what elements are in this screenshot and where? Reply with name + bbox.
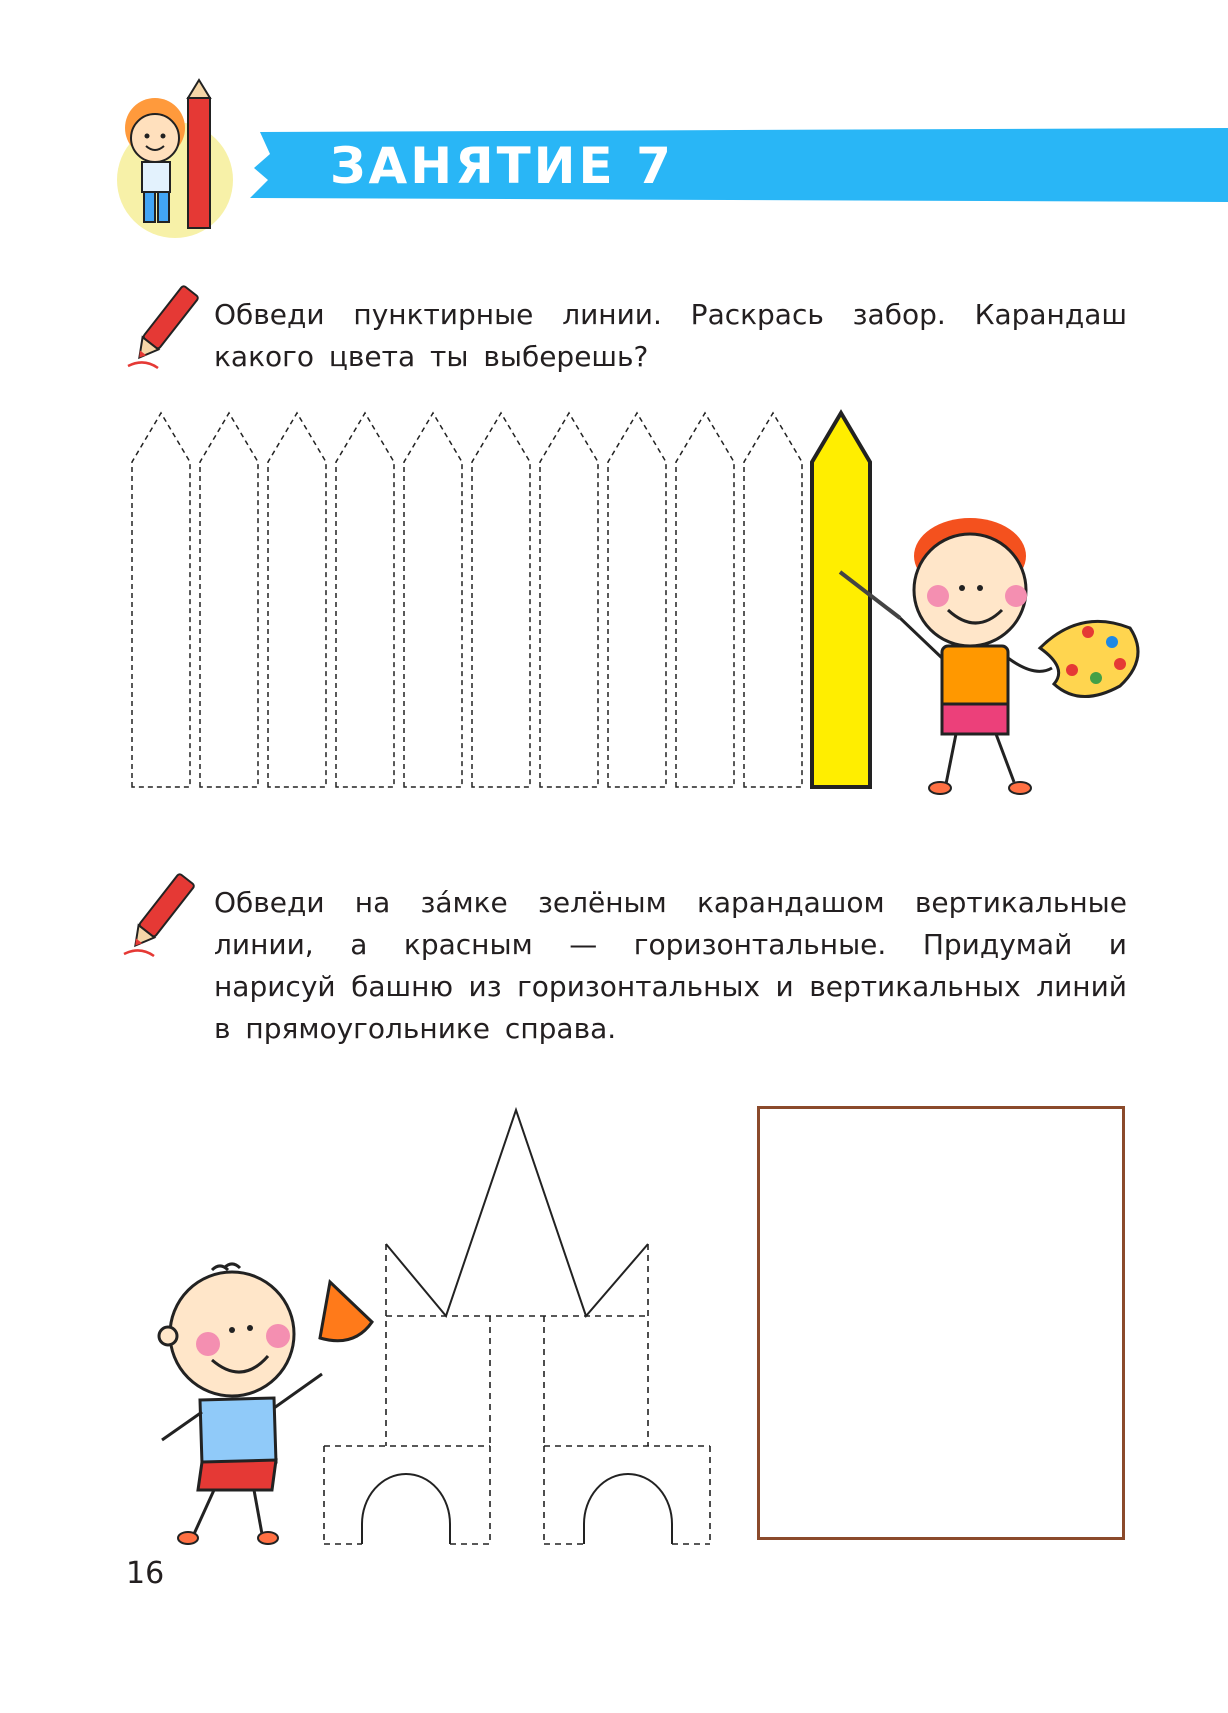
castle-boy-illustration <box>150 1262 390 1542</box>
page-number: 16 <box>126 1556 165 1591</box>
page-title: ЗАНЯТИЕ 7 <box>330 137 674 195</box>
task-1-instruction: Обведи пунктирные линии. Раскрась забор. Карандаш какого цвета ты выберешь? <box>214 298 1127 373</box>
drawing-answer-box[interactable] <box>757 1106 1125 1540</box>
task-2-instruction: Обведи на за́мке зелёным карандашом вертикальные линии, а красным — горизонтальные. Придумай и нарисуй башню из горизонтальных и вертикальных линий в прямоугольнике справа. <box>214 886 1127 1045</box>
